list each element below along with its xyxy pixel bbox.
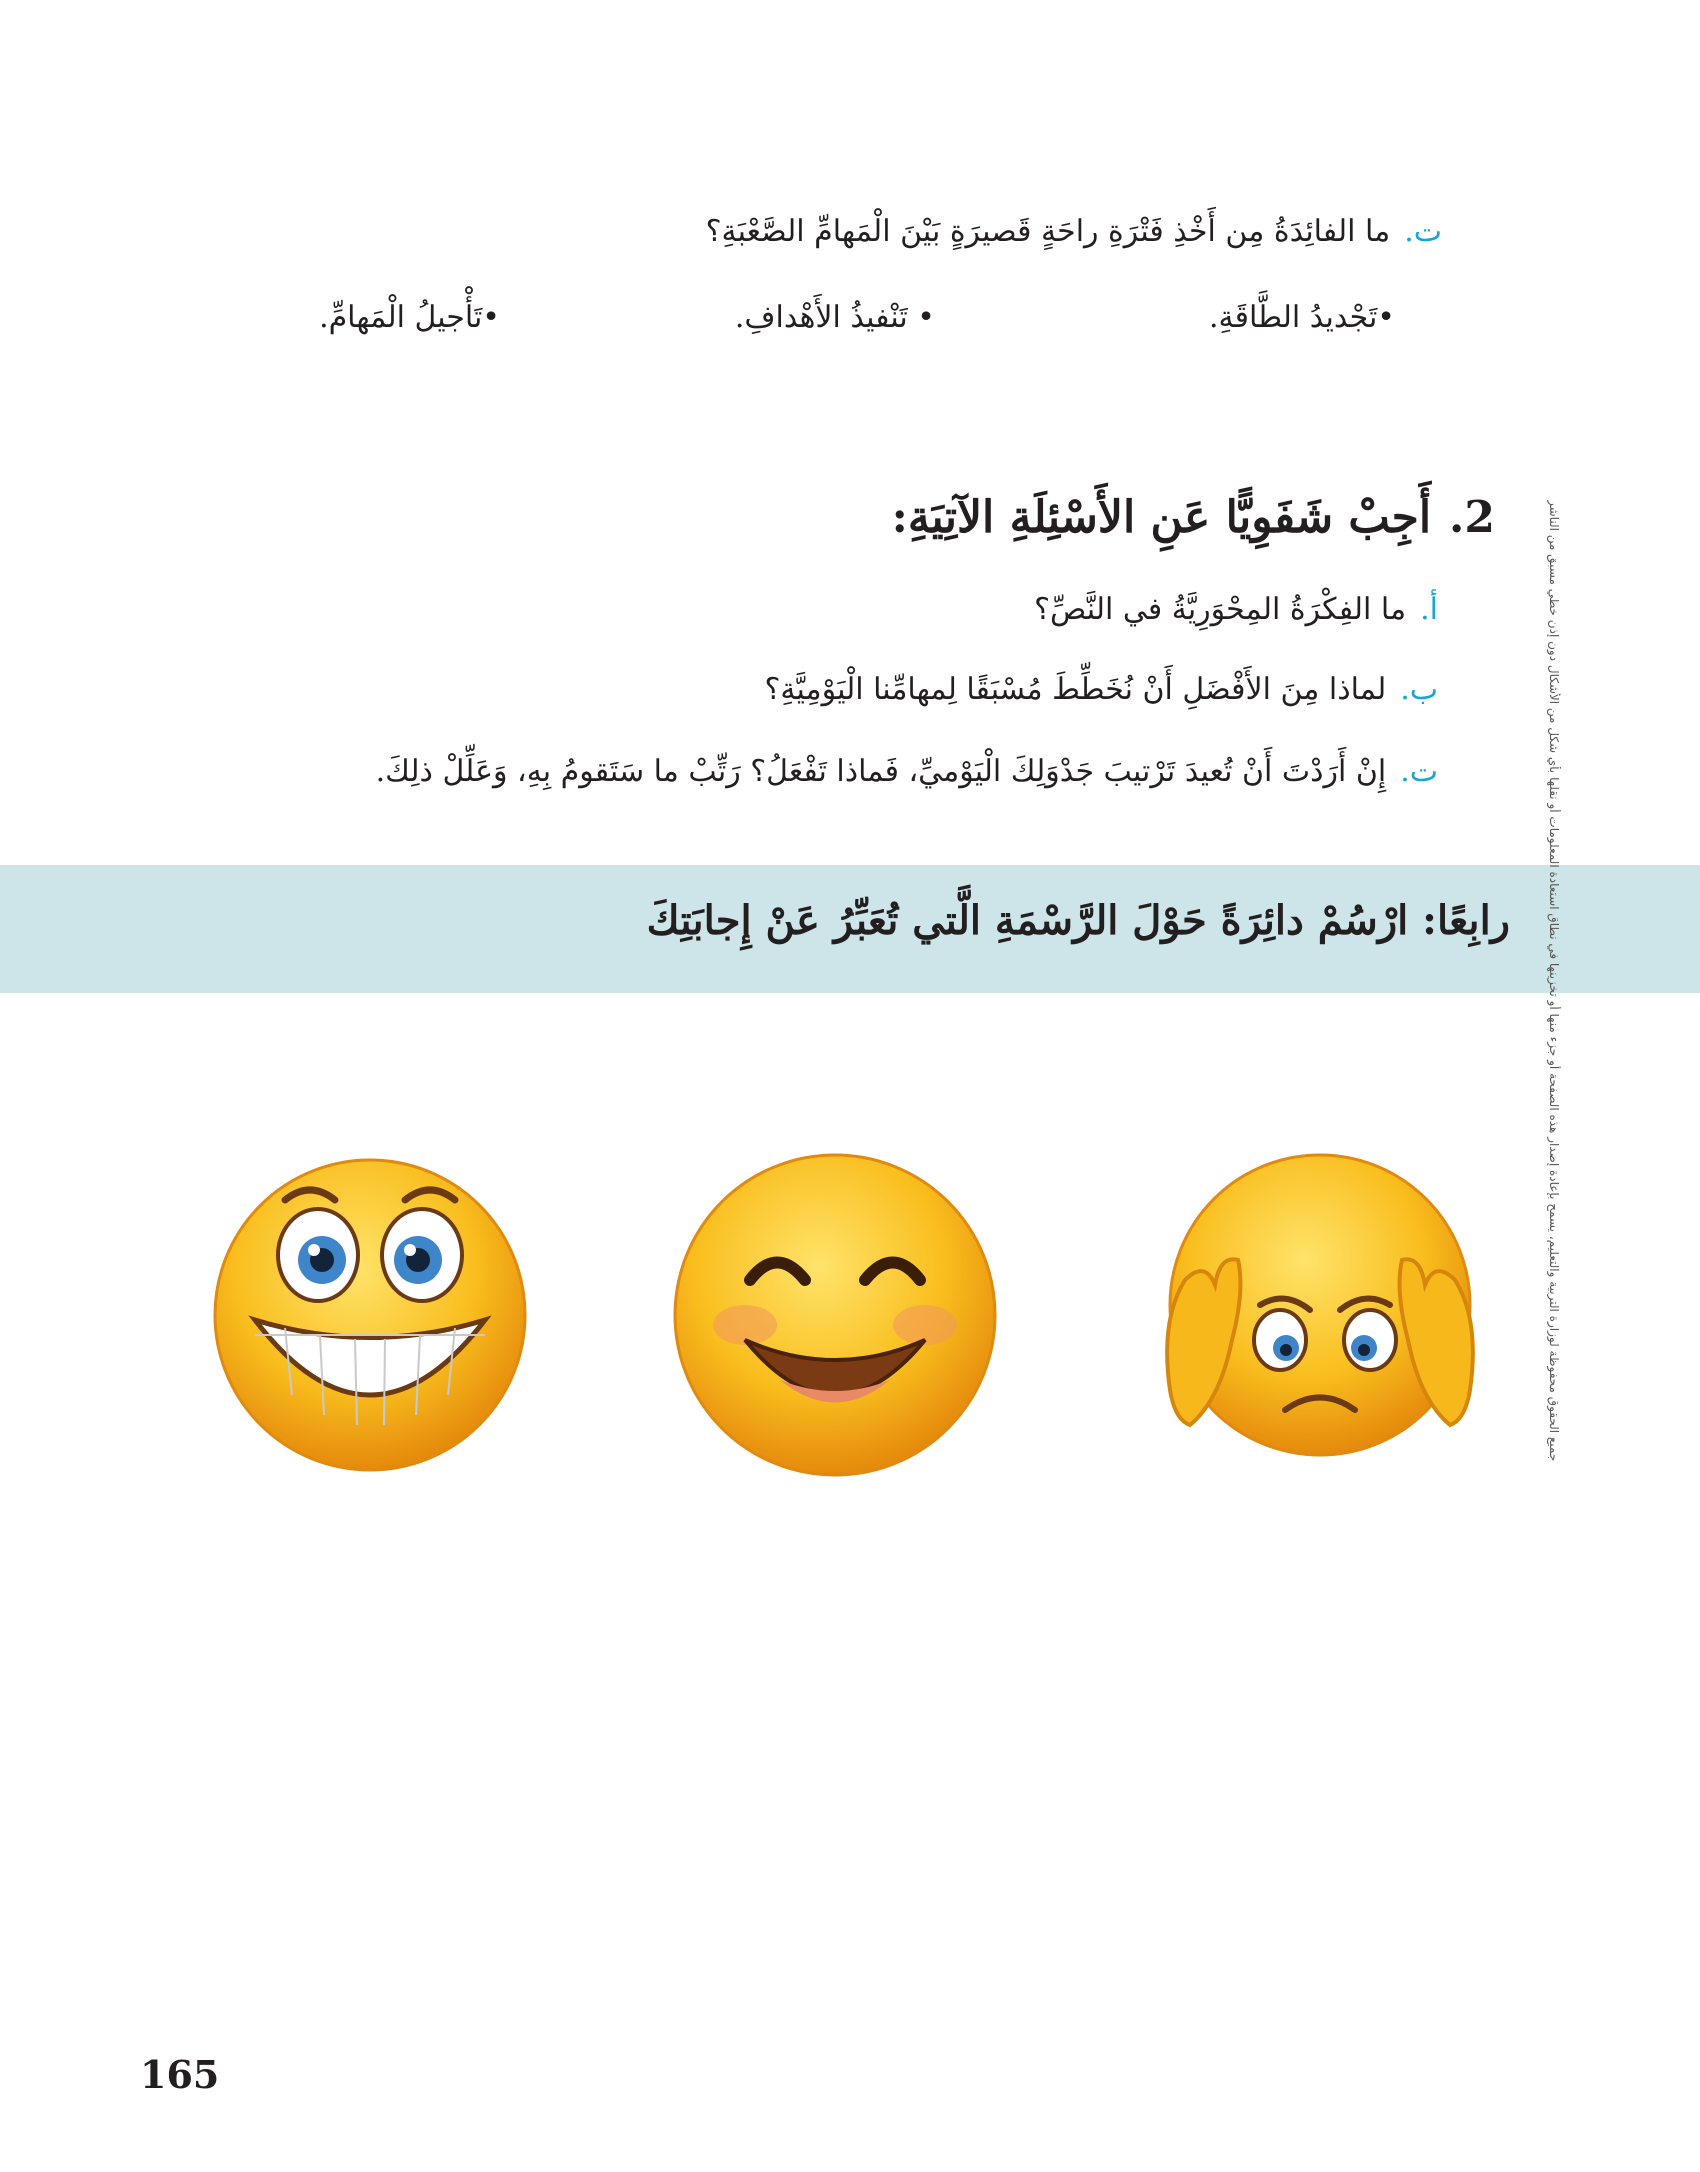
item-text: إِنْ أَرَدْتَ أَنْ تُعيدَ تَرْتيبَ جَدْوَلِكَ الْيَوْميِّ، فَماذا تَفْعَلُ؟ رَتِّبْ ما سَتَقومُ بِهِ، وَعَلِّلْ ذلِكَ. [375,754,1387,789]
item-letter: ت. [1400,754,1438,789]
question2-item-a [1034,590,1438,629]
smiling-emoji-icon[interactable] [665,1140,1005,1480]
question2-item-b [764,670,1438,709]
option-1: •تَجْديدُ الطَّاقَةِ. [1209,300,1395,335]
question-t1 [706,212,1442,251]
question2-number: 2. [1449,492,1495,543]
option-2: • تَنْفيذُ الأَهْدافِ. [734,300,935,335]
item-text: ما الفِكْرَةُ المِحْوَرِيَّةُ في النَّصِّ؟ [1034,592,1407,627]
item-text: لماذا مِنَ الأَفْضَلِ أَنْ نُخَطِّطَ مُسْبَقًا لِمهامِّنا الْيَوْمِيَّةِ؟ [764,672,1387,707]
question-letter: ت. [1404,214,1442,249]
item-letter: ب. [1400,672,1438,707]
question2-title: أَجِبْ شَفَوِيًّا عَنِ الأَسْئِلَةِ الآتِيَةِ: [891,492,1432,543]
copyright-note [1545,500,1561,1680]
item-letter: أ. [1420,592,1438,627]
banner-title: رابِعًا: ارْسُمْ دائِرَةً حَوْلَ الرَّسْمَةِ الَّتي تُعَبِّرُ عَنْ إِجابَتِكَ [646,897,1510,944]
option-3: •تَأْجيلُ الْمَهامِّ. [319,300,500,335]
question-text: ما الفائِدَةُ مِن أَخْذِ فَتْرَةِ راحَةٍ قَصيرَةٍ بَيْنَ الْمَهامِّ الصَّعْبَةِ؟ [705,214,1391,249]
grinning-emoji-icon[interactable] [200,1140,540,1480]
sad-emoji-icon[interactable] [1150,1140,1490,1480]
copyright-text: جميع الحقوق محفوظة لوزارة التربية والتعليم، يسمح بإعادة إصدار هذه الصفحة أو جزء منها أو تخزينها في نطاق استعادة المعلومات أو نقلها بأي شكل من الأشكال دون إذن خطي مسبق من الناشر [1547,500,1561,1462]
page-number: 165 [140,2052,220,2097]
question2-item-t [376,752,1438,791]
section-banner [0,865,1700,993]
question2-heading [892,492,1495,543]
